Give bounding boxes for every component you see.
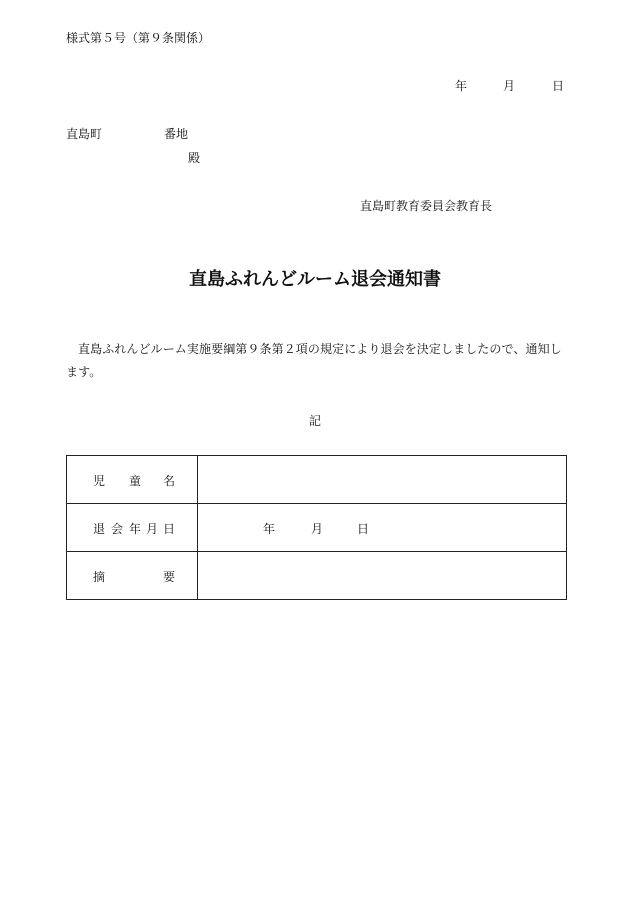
label-char: 児 [93, 474, 106, 488]
ki-heading: 記 [308, 414, 321, 428]
date-day-label: 日 [552, 79, 565, 93]
date-year-label: 年 [455, 79, 468, 93]
label-char: 摘 [93, 570, 106, 584]
recipient-town: 直島町 [66, 127, 103, 141]
date-month-label: 月 [503, 79, 516, 93]
recipient-banchi: 番地 [164, 127, 189, 141]
withdrawal-day-label: 日 [357, 522, 370, 536]
label-char: 会 [111, 522, 124, 536]
label-char: 要 [163, 570, 176, 584]
label-char: 月 [146, 522, 159, 536]
label-char: 退 [93, 522, 106, 536]
withdrawal-year-label: 年 [263, 522, 276, 536]
info-table [66, 455, 567, 600]
document-title: 直島ふれんどルーム退会通知書 [189, 269, 441, 290]
label-char: 日 [163, 522, 176, 536]
value-remarks[interactable] [198, 552, 567, 600]
label-char: 名 [163, 474, 176, 488]
value-withdrawal-date[interactable] [198, 504, 567, 552]
value-child-name[interactable] [198, 456, 567, 504]
label-char: 年 [129, 522, 142, 536]
body-paragraph: 直島ふれんどルーム実施要綱第９条第２項の規定により退会を決定しましたので、通知します。 [66, 342, 562, 379]
recipient-honorific: 殿 [188, 151, 201, 165]
form-number: 様式第５号（第９条関係） [66, 31, 211, 45]
label-remarks [67, 552, 198, 600]
table-row-remarks [67, 552, 567, 600]
table-row-withdrawal-date [67, 504, 567, 552]
table-row-child-name [67, 456, 567, 504]
withdrawal-month-label: 月 [311, 522, 324, 536]
label-withdrawal-date [67, 504, 198, 552]
sender-name: 直島町教育委員会教育長 [360, 199, 493, 213]
label-char: 童 [129, 474, 142, 488]
label-child-name [67, 456, 198, 504]
